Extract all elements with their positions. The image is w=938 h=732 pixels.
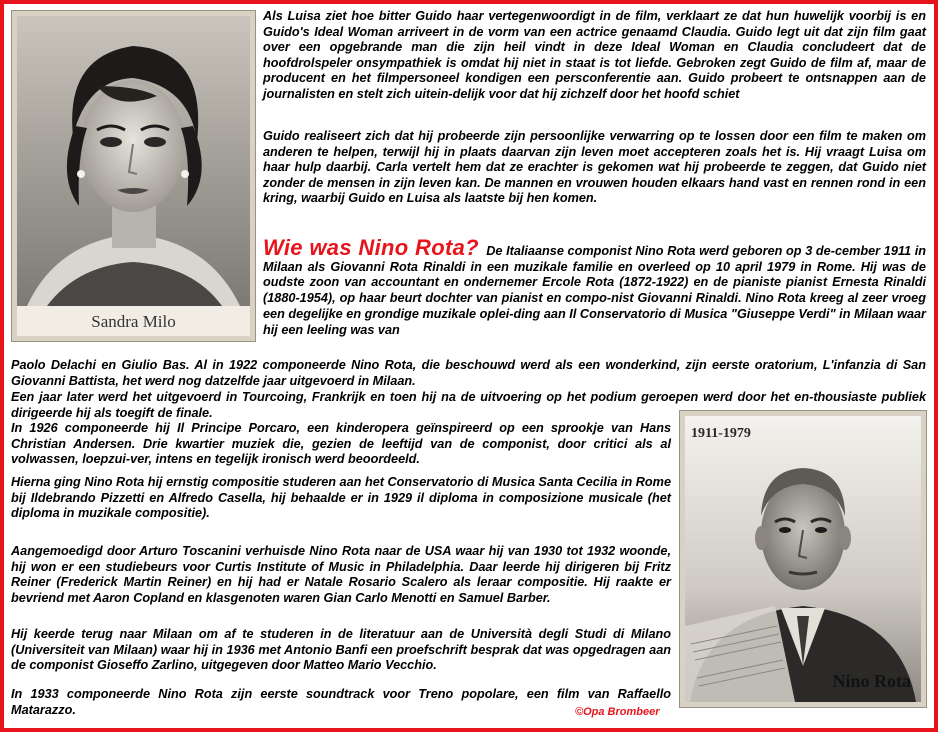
sandra-milo-portrait-image xyxy=(17,16,250,306)
photo-caption-sandra-milo: Sandra Milo xyxy=(91,312,176,331)
photo-caption-nino-rota: Nino Rota xyxy=(832,671,911,691)
article-paragraph-1: Als Luisa ziet hoe bitter Guido haar vertegenwoordigt in de film, verklaart ze dat hun huwelijk voorbij is en Guido's Ideal Woman arriveert in de vorm van een actrice genaamd Claudia. Guido legt uit dat zijn film gaat over een opgebrande man die zijn heil vindt in deze Ideal Woman en Claudia concludeert dat de hoofdrolspeler onsympathiek is omdat hij niet in staat is tot liefde. Gebroken zegt Guido de film af, maar de producent en het filmpersoneel kondigen een persconferentie aan. Guido probeert te ontsnappen aan de journalisten en stelt zich uitein-delijk voor dat hij zichzelf door het hoofd schiet xyxy=(263,9,926,101)
article-paragraph-3-continued: Paolo Delachi en Giulio Bas. Al in 1922 componeerde Nino Rota, die beschouwd werd als een wonderkind, zijn eerste oratorium, L'infanzia di San Giovanni Battista, het werd nog datzelfde jaar uitgevoerd in Milaan. xyxy=(11,358,926,388)
photo-years-nino-rota: 1911-1979 xyxy=(691,426,751,441)
article-paragraph-4-rest: In 1926 componeerde hij Il Principe Porcaro, een kinderopera geïnspireerd op een sprookje van Hans Christian Andersen. Drie kwartier muziek die, gezien de leeftijd van de componist, door critici als al volwassen, loepzui-ver, intens en tegelijk ironisch werd beoordeeld. xyxy=(11,421,671,467)
photo-nino-rota xyxy=(679,410,927,708)
article-paragraph-3-intro-text: De Italiaanse componist Nino Rota werd geboren op 3 de-cember 1911 in Milaan als Giovanni Rota Rinaldi in een muzikale familie en overleed op 10 april 1979 in Rome. Hij was de oudste zoon van accountant en ondernemer Ercole Rota (1872-1922) en de pianiste pianist Ernesta Rinaldi (1880-1954), op haar beurt dochter van pianist en compo-nist Giovanni Rinaldi. Nino Rota kreeg al zeer vroeg een degelijke en grondige muzikale oplei-ding aan Il Conservatorio di Musica "Giuseppe Verdi" in Milaan waar hij een leeling was van xyxy=(263,244,926,337)
article-paragraph-7: Hij keerde terug naar Milaan om af te studeren in de literatuur aan de Università degli Studi di Milano (Universiteit van Milaan) waar hij in 1936 met Antonio Banfi een proefschrift besprak dat was opgedragen aan de componist Gioseffo Zarlino, uitgegeven door Matteo Mario Vecchio. xyxy=(11,627,671,673)
article-paragraph-2: Guido realiseert zich dat hij probeerde zijn persoonlijke verwarring op te lossen door een film te maken om anderen te helpen, terwijl hij in plaats daarvan zijn leven moet accepteren zoals het is. Hij vraagt Luisa om haar hulp daarbij. Carla vertelt hem dat ze erachter is gekomen wat hij probeerde te zeggen, dat Guido niet zonder de mensen in zijn leven kan. De mannen en vrouwen houden elkaars hand vast en rennen rond in een kring, waarbij Guido en Luisa als laatste bij hen komen. xyxy=(263,129,926,206)
copyright-notice: ©Opa Brombeer xyxy=(575,706,660,718)
article-paragraph-3-intro xyxy=(263,235,926,338)
article-paragraph-8: In 1933 componeerde Nino Rota zijn eerste soundtrack voor Treno popolare, een film van Raffaello Matarazzo. xyxy=(11,687,671,717)
article-paragraph-4-head: Een jaar later werd het uitgevoerd in Tourcoing, Frankrijk en toen hij na de uitvoering op het podium geroepen werd door het en-thousiaste publiek dirigeerde hij als toegift de finale. xyxy=(11,390,926,420)
article-paragraph-6: Aangemoedigd door Arturo Toscanini verhuisde Nino Rota naar de USA waar hij van 1930 tot 1932 woonde, hij won er een studiebeurs voor Curtis Institute of Music in Philadelphia. Daar leerde hij dirigeren bij Fritz Reiner (Frederick Martin Reiner) en hij had er Natale Rosario Scalero als leraar compositie. Hij raakte er bevriend met Aaron Copland en klasgenoten waren Gian Carlo Menotti en Samuel Barber. xyxy=(11,544,671,605)
section-heading-nino-rota: Wie was Nino Rota? xyxy=(263,235,479,260)
photo-sandra-milo xyxy=(11,10,256,342)
nino-rota-portrait-image xyxy=(685,416,921,702)
article-paragraph-5: Hierna ging Nino Rota hij ernstig compositie studeren aan het Conservatorio di Musica Santa Cecilia in Rome bij Ildebrando Pizzetti en Alfredo Casella, hij behaalde er in 1929 il diploma in composizione musicale (het diploma in muzikale compositie). xyxy=(11,475,671,521)
